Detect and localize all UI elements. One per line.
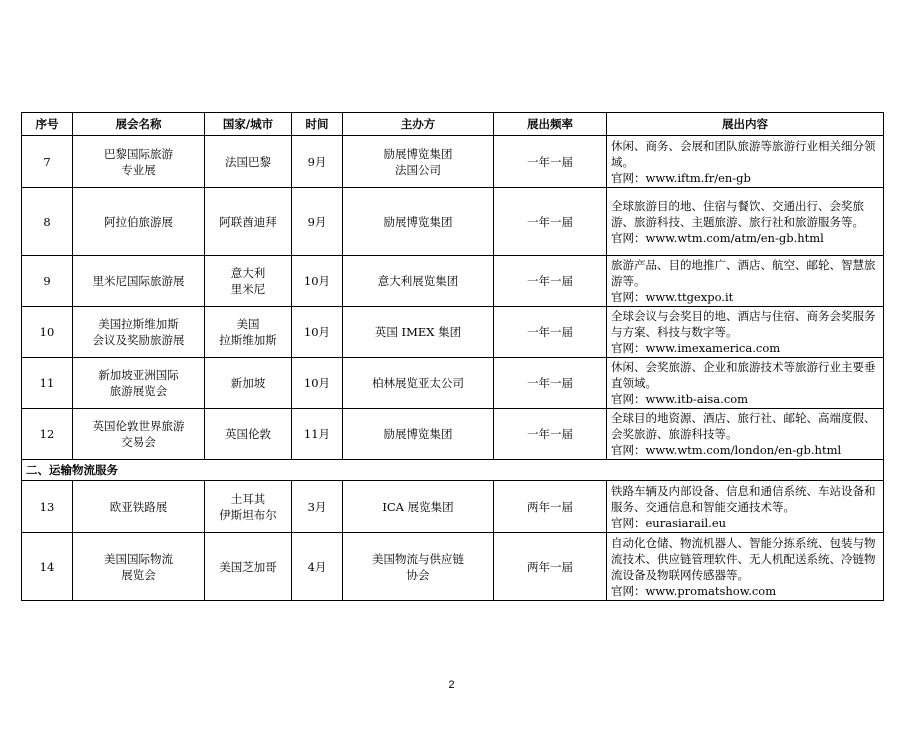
frequency: 一年一届 [494, 358, 607, 409]
exhibition-name: 美国拉斯维加斯 会议及奖励旅游展 [73, 307, 205, 358]
time: 4月 [292, 533, 343, 601]
header-cell: 展出频率 [494, 113, 607, 136]
exhibition-content: 全球旅游目的地、住宿与餐饮、交通出行、会奖旅游、旅游科技、主题旅游、旅行社和旅游服务等。 官网：www.wtm.com/atm/en-gb.html [607, 188, 884, 256]
exhibition-name: 巴黎国际旅游 专业展 [73, 136, 205, 188]
country-city: 美国 拉斯维加斯 [205, 307, 292, 358]
country-city: 阿联酋迪拜 [205, 188, 292, 256]
header-cell: 展会名称 [73, 113, 205, 136]
table-header-row [22, 113, 884, 136]
time: 10月 [292, 256, 343, 307]
country-city: 法国巴黎 [205, 136, 292, 188]
country-city: 意大利 里米尼 [205, 256, 292, 307]
page-number: 2 [448, 679, 455, 691]
organizer: 柏林展览亚太公司 [343, 358, 494, 409]
exhibition-content: 全球会议与会奖目的地、酒店与住宿、商务会奖服务与方案、科技与数字等。 官网：www.imexamerica.com [607, 307, 884, 358]
table-row [22, 256, 884, 307]
frequency: 一年一届 [494, 307, 607, 358]
exhibition-name: 英国伦敦世界旅游 交易会 [73, 409, 205, 460]
time: 9月 [292, 188, 343, 256]
row-number: 11 [22, 358, 73, 409]
exhibition-name: 美国国际物流 展览会 [73, 533, 205, 601]
organizer: 励展博览集团 [343, 409, 494, 460]
time: 11月 [292, 409, 343, 460]
frequency: 一年一届 [494, 256, 607, 307]
exhibition-content: 全球目的地资源、酒店、旅行社、邮轮、高端度假、会奖旅游、旅游科技等。 官网：www.wtm.com/london/en-gb.html [607, 409, 884, 460]
table-row [22, 188, 884, 256]
table-row [22, 409, 884, 460]
exhibition-name: 阿拉伯旅游展 [73, 188, 205, 256]
header-cell: 展出内容 [607, 113, 884, 136]
organizer: 励展博览集团 [343, 188, 494, 256]
exhibition-name: 新加坡亚洲国际 旅游展览会 [73, 358, 205, 409]
time: 10月 [292, 358, 343, 409]
time: 3月 [292, 481, 343, 533]
row-number: 9 [22, 256, 73, 307]
table-row [22, 533, 884, 601]
row-number: 8 [22, 188, 73, 256]
country-city: 英国伦敦 [205, 409, 292, 460]
header-cell: 时间 [292, 113, 343, 136]
section-title: 二、运输物流服务 [22, 460, 884, 481]
row-number: 10 [22, 307, 73, 358]
time: 9月 [292, 136, 343, 188]
row-number: 14 [22, 533, 73, 601]
header-cell: 主办方 [343, 113, 494, 136]
header-cell: 国家/城市 [205, 113, 292, 136]
table-row [22, 136, 884, 188]
frequency: 两年一届 [494, 533, 607, 601]
section-row [22, 460, 884, 481]
table-row [22, 358, 884, 409]
organizer: 英国 IMEX 集团 [343, 307, 494, 358]
organizer: 美国物流与供应链 协会 [343, 533, 494, 601]
organizer: 励展博览集团 法国公司 [343, 136, 494, 188]
exhibition-name: 里米尼国际旅游展 [73, 256, 205, 307]
row-number: 12 [22, 409, 73, 460]
exhibition-content: 旅游产品、目的地推广、酒店、航空、邮轮、智慧旅游等。 官网：www.ttgexpo.it [607, 256, 884, 307]
country-city: 新加坡 [205, 358, 292, 409]
frequency: 一年一届 [494, 136, 607, 188]
frequency: 两年一届 [494, 481, 607, 533]
exhibition-content: 休闲、商务、会展和团队旅游等旅游行业相关细分领域。 官网：www.iftm.fr/en-gb [607, 136, 884, 188]
frequency: 一年一届 [494, 409, 607, 460]
time: 10月 [292, 307, 343, 358]
exhibition-table [21, 112, 884, 601]
exhibition-name: 欧亚铁路展 [73, 481, 205, 533]
exhibition-content: 铁路车辆及内部设备、信息和通信系统、车站设备和服务、交通信息和智能交通技术等。 官网：eurasiarail.eu [607, 481, 884, 533]
table-row [22, 307, 884, 358]
country-city: 土耳其 伊斯坦布尔 [205, 481, 292, 533]
table-row [22, 481, 884, 533]
row-number: 7 [22, 136, 73, 188]
country-city: 美国芝加哥 [205, 533, 292, 601]
header-cell: 序号 [22, 113, 73, 136]
exhibition-content: 自动化仓储、物流机器人、智能分拣系统、包装与物流技术、供应链管理软件、无人机配送系统、冷链物流设备及物联网传感器等。 官网：www.promatshow.com [607, 533, 884, 601]
exhibition-content: 休闲、会奖旅游、企业和旅游技术等旅游行业主要垂直领域。 官网：www.itb-aisa.com [607, 358, 884, 409]
row-number: 13 [22, 481, 73, 533]
organizer: ICA 展览集团 [343, 481, 494, 533]
frequency: 一年一届 [494, 188, 607, 256]
organizer: 意大利展览集团 [343, 256, 494, 307]
